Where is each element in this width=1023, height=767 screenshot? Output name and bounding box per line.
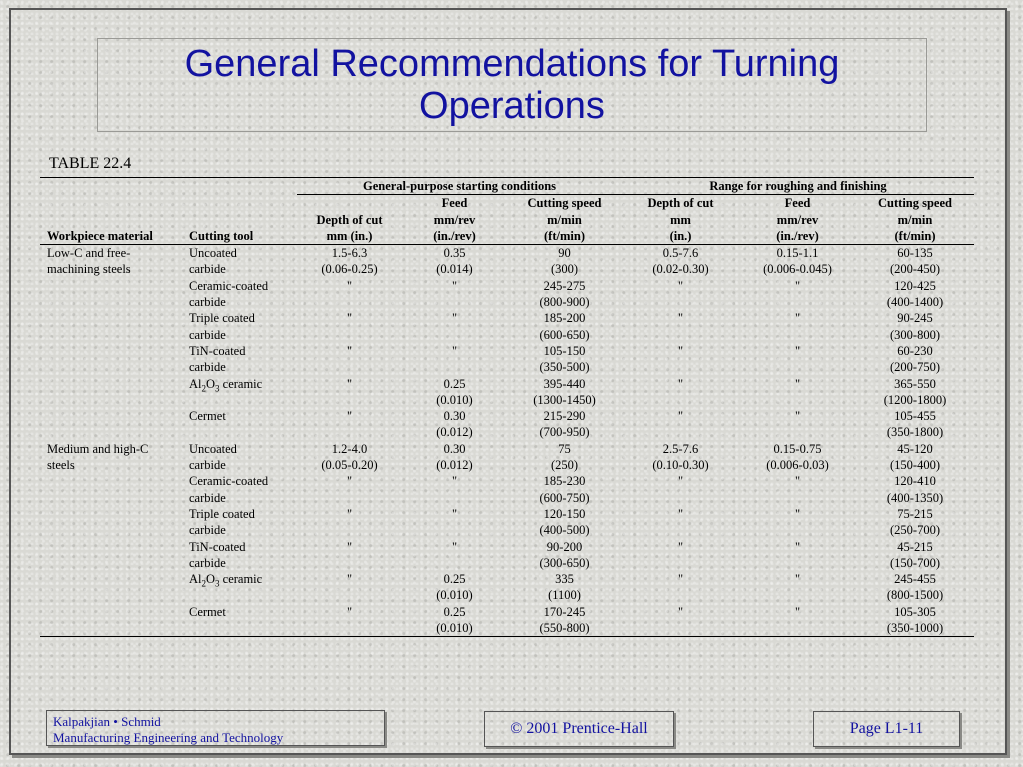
table-row	[40, 620, 974, 637]
table-cell	[40, 490, 182, 506]
table-cell: machining steels	[47, 262, 131, 277]
table-cell: 90	[558, 246, 571, 261]
table-row	[40, 522, 974, 538]
table-cell	[40, 376, 182, 392]
table-cell	[40, 327, 182, 343]
table-cell	[402, 522, 507, 538]
table-cell: $Al_2O_3$ ceramic	[189, 572, 263, 589]
table-cell: 1.5-6.3	[331, 246, 368, 261]
table-cell	[739, 424, 856, 440]
table-cell: 365-550	[894, 376, 936, 391]
footer-credits	[46, 710, 385, 746]
table-cell: (0.014)	[436, 262, 473, 277]
table-cell	[622, 392, 739, 408]
table-cell: carbide	[189, 555, 226, 570]
table-cell: (600-650)	[539, 327, 590, 342]
table-cell	[40, 604, 182, 620]
table-body	[40, 245, 974, 637]
table-cell: (300)	[550, 262, 579, 277]
table-cell	[622, 490, 739, 506]
table-cell: "	[794, 343, 801, 358]
slide-title: General Recommendations for Turning Operations	[184, 43, 840, 127]
table-cell	[40, 392, 182, 408]
table-row	[40, 457, 974, 473]
col-header: Workpiece material	[40, 228, 182, 245]
table-cell: 90-200	[546, 539, 583, 554]
table-cell: 395-440	[543, 376, 586, 391]
table-row	[40, 294, 974, 310]
turning-recommendations-table	[40, 177, 974, 637]
table-cell: 105-150	[543, 343, 586, 358]
column-header-row-2	[40, 212, 974, 228]
table-cell	[622, 555, 739, 571]
footer-authors: Kalpakjian • Schmid	[53, 714, 161, 729]
table-cell: (0.010)	[402, 620, 507, 637]
table-cell: "	[346, 474, 353, 489]
col-header: Feed	[784, 196, 811, 211]
table-cell: carbide	[189, 360, 226, 375]
table-cell: (600-750)	[539, 490, 590, 505]
table-cell	[622, 587, 739, 603]
table-cell: (150-700)	[890, 555, 940, 570]
table-cell	[297, 392, 402, 408]
column-header-row-3	[40, 228, 974, 245]
table-cell: Low-C and free-	[47, 246, 131, 261]
table-cell: (400-500)	[539, 523, 590, 538]
table-label: TABLE 22.4	[49, 155, 132, 172]
table-cell	[182, 587, 297, 603]
table-cell: "	[451, 506, 458, 521]
column-header-row-1	[40, 195, 974, 212]
table-cell: 1.2-4.0	[331, 441, 368, 456]
table-cell: "	[677, 506, 684, 521]
table-cell	[40, 278, 182, 294]
table-cell: 335	[555, 572, 574, 587]
footer-page-number: Page L1-11	[813, 711, 960, 747]
table-cell: (0.06-0.25)	[321, 262, 378, 277]
footer-book: Manufacturing Engineering and Technology	[53, 730, 284, 745]
col-header: (in.)	[622, 228, 739, 245]
col-header: mm	[670, 212, 691, 227]
table-cell: 60-230	[897, 343, 933, 358]
table-cell: (250-700)	[890, 523, 940, 538]
table-cell	[622, 424, 739, 440]
table-cell: "	[677, 278, 684, 293]
table-cell: 245-275	[543, 278, 586, 293]
table-cell: 60-135	[897, 246, 933, 261]
table-cell	[40, 587, 182, 603]
table-cell	[402, 555, 507, 571]
table-cell: 0.30	[443, 409, 466, 424]
table-cell: carbide	[189, 295, 226, 310]
table-cell: "	[677, 376, 684, 391]
table-cell	[297, 555, 402, 571]
table-cell: (350-500)	[539, 360, 590, 375]
table-cell: "	[451, 278, 458, 293]
table-cell	[40, 506, 182, 522]
table-cell: "	[346, 311, 353, 326]
table-cell: 0.25	[443, 572, 466, 587]
table-cell: 0.15-0.75	[773, 441, 822, 456]
table-cell: "	[794, 376, 801, 391]
col-header: Feed	[441, 196, 468, 211]
table-cell	[297, 620, 402, 637]
table-cell: Cermet	[189, 604, 226, 619]
table-row	[40, 539, 974, 555]
table-cell: (300-650)	[539, 555, 590, 570]
table-cell	[402, 359, 507, 375]
table-cell: Ceramic-coated	[189, 474, 269, 489]
table-cell: "	[451, 343, 458, 358]
table-cell: (0.012)	[436, 425, 473, 440]
table-cell: 120-425	[894, 278, 936, 293]
table-row	[40, 245, 974, 262]
table-cell	[297, 522, 402, 538]
table-cell: (1200-1800)	[883, 392, 947, 407]
table-row	[40, 587, 974, 603]
table-cell: "	[346, 572, 353, 587]
col-header: (ft/min)	[856, 228, 974, 245]
table-cell: (0.10-0.30)	[652, 458, 709, 473]
table-cell: (0.02-0.30)	[652, 262, 709, 277]
table-cell	[739, 620, 856, 637]
table-cell: (0.012)	[436, 458, 473, 473]
table-cell	[40, 424, 182, 440]
table-cell	[40, 294, 182, 310]
table-cell: 105-305	[894, 604, 936, 619]
table-cell: (350-1000)	[856, 620, 974, 637]
table-cell: (0.006-0.045)	[763, 262, 832, 277]
table-cell: 0.25	[443, 376, 466, 391]
col-header: mm (in.)	[297, 228, 402, 245]
table-cell: 0.5-7.6	[662, 246, 699, 261]
table-cell	[182, 620, 297, 637]
table-cell: (200-450)	[890, 262, 940, 277]
table-cell	[739, 327, 856, 343]
table-cell: (400-1350)	[886, 490, 944, 505]
table-cell: TiN-coated	[189, 343, 246, 358]
table-cell	[297, 490, 402, 506]
table-row	[40, 392, 974, 408]
table-row	[40, 261, 974, 277]
col-header: m/min	[897, 212, 933, 227]
table-cell: "	[677, 572, 684, 587]
table-cell: (0.010)	[436, 588, 473, 603]
col-header: (in./rev)	[739, 228, 856, 245]
table-cell: "	[346, 539, 353, 554]
table-cell: 75-215	[897, 506, 933, 521]
group-header-general: General-purpose starting conditions	[297, 178, 622, 195]
table-cell	[40, 473, 182, 489]
table-cell: 245-455	[894, 572, 936, 587]
col-header: Depth of cut	[647, 196, 714, 211]
table-cell: (0.010)	[436, 392, 473, 407]
table-cell: "	[346, 376, 353, 391]
col-header: Depth of cut	[316, 212, 383, 227]
table-cell: TiN-coated	[189, 539, 246, 554]
table-cell: Cermet	[189, 409, 226, 424]
table-cell	[739, 587, 856, 603]
table-cell: 90-245	[897, 311, 933, 326]
table-row	[40, 376, 974, 392]
table-cell: 120-410	[894, 474, 936, 489]
col-header: (ft/min)	[507, 228, 622, 245]
table-row	[40, 506, 974, 522]
table-cell: 45-215	[897, 539, 933, 554]
table-cell: "	[794, 409, 801, 424]
table-row	[40, 441, 974, 457]
table-cell: (250)	[550, 458, 579, 473]
table-cell	[622, 522, 739, 538]
table-cell: 215-290	[543, 409, 586, 424]
table-cell: (700-950)	[539, 425, 590, 440]
table-cell: "	[794, 506, 801, 521]
table-cell: "	[451, 474, 458, 489]
table-cell	[297, 294, 402, 310]
table-cell: (0.05-0.20)	[321, 458, 378, 473]
table-cell: Medium and high-C	[47, 441, 149, 456]
table-cell: "	[794, 474, 801, 489]
table-cell: Uncoated	[189, 441, 237, 456]
table-cell: Triple coated	[189, 311, 255, 326]
table-cell	[182, 392, 297, 408]
table-cell	[739, 359, 856, 375]
table-cell: "	[677, 474, 684, 489]
table-row	[40, 408, 974, 424]
table-cell: carbide	[189, 458, 226, 473]
table-cell	[40, 620, 182, 637]
table-cell: (400-1400)	[886, 295, 944, 310]
table-cell	[297, 587, 402, 603]
table-row	[40, 310, 974, 326]
table-row	[40, 473, 974, 489]
table-cell: "	[346, 409, 353, 424]
group-header-range: Range for roughing and finishing	[622, 178, 974, 195]
table-cell: "	[677, 604, 684, 619]
table-cell: 170-245	[543, 604, 586, 619]
table-cell: (300-800)	[890, 327, 940, 342]
table-cell: "	[451, 539, 458, 554]
table-cell: 0.15-1.1	[776, 246, 819, 261]
table-cell: carbide	[189, 523, 226, 538]
table-row	[40, 424, 974, 440]
table-cell	[297, 359, 402, 375]
table-cell: 185-200	[543, 311, 586, 326]
table-cell: "	[346, 278, 353, 293]
table-cell: 0.35	[443, 246, 466, 261]
table-cell	[739, 392, 856, 408]
table-cell: Ceramic-coated	[189, 278, 269, 293]
table-row	[40, 555, 974, 571]
table-cell	[182, 424, 297, 440]
table-cell	[739, 555, 856, 571]
col-header: Cutting tool	[182, 228, 297, 245]
table-cell	[622, 294, 739, 310]
table-cell: (800-900)	[539, 295, 590, 310]
table-cell	[402, 327, 507, 343]
table-cell: (0.006-0.03)	[766, 458, 829, 473]
table-cell	[297, 424, 402, 440]
table-cell: Triple coated	[189, 506, 255, 521]
table-cell: (550-800)	[507, 620, 622, 637]
table-cell: "	[677, 343, 684, 358]
table-cell: steels	[47, 458, 75, 473]
table-cell: 0.30	[443, 441, 466, 456]
table-cell: carbide	[189, 327, 226, 342]
table-cell	[40, 359, 182, 375]
table-cell: "	[794, 604, 801, 619]
table-cell: 2.5-7.6	[662, 441, 699, 456]
table-cell: 120-150	[543, 506, 586, 521]
table-row	[40, 604, 974, 620]
table-cell	[40, 522, 182, 538]
table-cell	[40, 408, 182, 424]
table-cell: (350-1800)	[886, 425, 944, 440]
table-cell: 185-230	[543, 474, 586, 489]
table-cell: "	[346, 506, 353, 521]
table-row	[40, 359, 974, 375]
table-cell: (800-1500)	[886, 588, 944, 603]
table-cell	[297, 327, 402, 343]
col-header: mm/rev	[433, 212, 476, 227]
table-cell: "	[677, 539, 684, 554]
table-cell	[40, 571, 182, 587]
table-cell	[622, 620, 739, 637]
table-cell: "	[677, 409, 684, 424]
footer-copyright: © 2001 Prentice-Hall	[484, 711, 674, 747]
table-cell	[40, 555, 182, 571]
table-cell	[622, 327, 739, 343]
table-cell: (200-750)	[890, 360, 940, 375]
col-header: Cutting speed	[527, 196, 602, 211]
col-header: (in./rev)	[402, 228, 507, 245]
table-cell: carbide	[189, 262, 226, 277]
table-row	[40, 278, 974, 294]
table-cell: "	[451, 311, 458, 326]
table-cell: 105-455	[894, 409, 936, 424]
table-cell	[739, 490, 856, 506]
col-header: m/min	[547, 212, 582, 227]
table-cell: $Al_2O_3$ ceramic	[189, 376, 263, 394]
table-cell: "	[794, 572, 801, 587]
table-cell: 0.25	[443, 604, 466, 619]
table-cell: "	[794, 539, 801, 554]
col-header: Cutting speed	[878, 196, 952, 211]
table-cell: "	[794, 278, 801, 293]
table-cell: 45-120	[897, 441, 933, 456]
table-cell	[40, 343, 182, 359]
table-cell	[622, 359, 739, 375]
table-row	[40, 327, 974, 343]
table-cell	[739, 522, 856, 538]
table-row	[40, 571, 974, 587]
table-cell: Uncoated	[189, 246, 237, 261]
table-cell: "	[346, 343, 353, 358]
title-box	[97, 38, 927, 132]
table-cell: "	[677, 311, 684, 326]
table-cell: "	[794, 311, 801, 326]
table-cell: carbide	[189, 490, 226, 505]
table-cell	[40, 539, 182, 555]
table-cell	[402, 294, 507, 310]
col-header: mm/rev	[776, 212, 819, 227]
table-cell: "	[346, 604, 353, 619]
table-cell: (1300-1450)	[533, 392, 596, 407]
table-cell: (150-400)	[890, 458, 940, 473]
table-row	[40, 343, 974, 359]
table-cell	[40, 310, 182, 326]
table-cell: (1100)	[548, 588, 581, 603]
table-cell	[402, 490, 507, 506]
table-cell: 75	[558, 441, 571, 456]
table-row	[40, 490, 974, 506]
table-cell	[739, 294, 856, 310]
group-header-row	[40, 178, 974, 195]
